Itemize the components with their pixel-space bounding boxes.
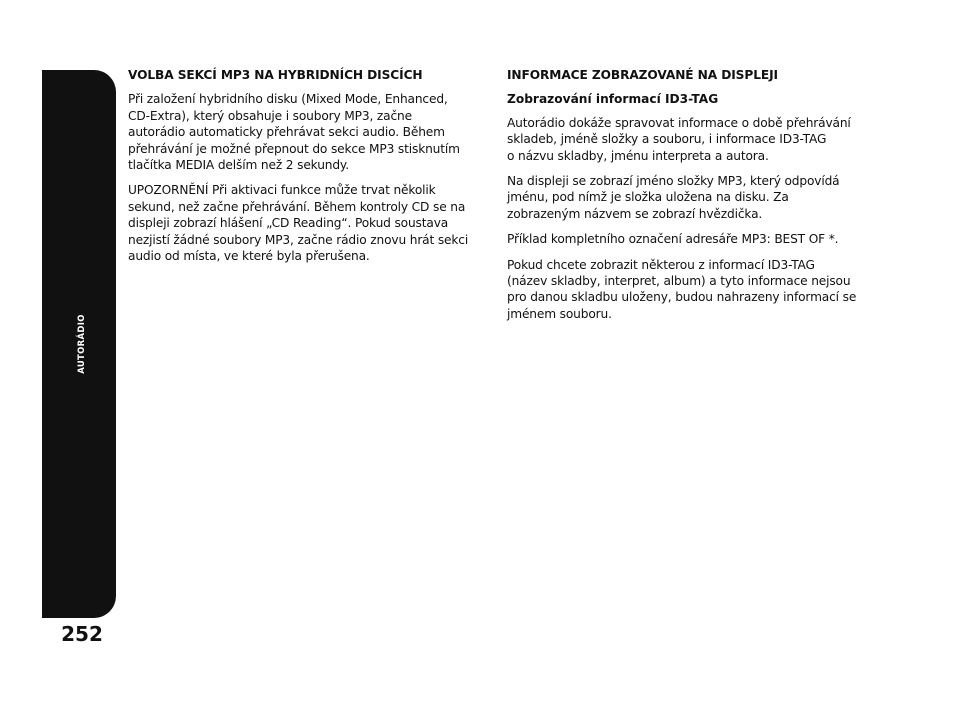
text-line: skladeb, jméně složky a souboru, i informace ID3-TAG [507,132,827,147]
text-line: audio od místa, ve které byla přerušena. [128,249,370,264]
text-line: přehrávání je možné přepnout do sekce MP3 stisknutím [128,141,460,156]
text-line: UPOZORNĚNÍ Při aktivaci funkce může trvat několik [128,183,436,198]
text-line: jménem souboru. [507,306,612,321]
right-paragraph [507,231,885,247]
left-paragraph [128,182,496,264]
left-column [128,67,496,273]
left-paragraph [128,91,496,173]
right-paragraph [507,173,885,222]
page-number: 252 [61,622,103,646]
text-line: (název skladby, interpret, album) a tyto informace nejsou [507,274,851,289]
right-heading: INFORMACE ZOBRAZOVANÉ NA DISPLEJI [507,68,778,82]
text-line: Autorádio dokáže spravovat informace o době přehrávání [507,115,851,130]
text-line: Příklad kompletního označení adresáře MP3: BEST OF *. [507,232,839,247]
text-line: pro danou skladbu uloženy, budou nahrazeny informací se [507,290,857,305]
text-line: tlačítka MEDIA delším než 2 sekundy. [128,158,349,173]
text-line: nezjistí žádné soubory MP3, začne rádio znovu hrát sekci [128,232,469,247]
text-line: autorádio automaticky přehrávat sekci audio. Během [128,125,445,140]
right-paragraph [507,257,885,323]
text-line: Pokud chcete zobrazit některou z informací ID3-TAG [507,257,815,272]
text-line: o názvu skladby, jménu interpreta a autora. [507,148,769,163]
left-heading: VOLBA SEKCÍ MP3 NA HYBRIDNÍCH DISCÍCH [128,68,423,82]
right-paragraph [507,115,885,164]
right-subheading: Zobrazování informací ID3-TAG [507,92,719,107]
text-line: jménu, pod nímž je složka uložena na disku. Za [507,190,789,205]
text-line: displeji zobrazí hlášení „CD Reading“. Pokud soustava [128,216,449,231]
text-line: sekund, než začne přehrávání. Během kontroly CD se na [128,199,466,214]
text-line: zobrazeným názvem se zobrazí hvězdička. [507,206,763,221]
text-line: CD-Extra), který obsahuje i soubory MP3, začne [128,108,412,123]
right-column [507,67,885,331]
text-line: Při založení hybridního disku (Mixed Mode, Enhanced, [128,92,448,107]
section-label: AUTORÁDIO [77,314,87,374]
text-line: Na displeji se zobrazí jméno složky MP3, který odpovídá [507,174,840,189]
